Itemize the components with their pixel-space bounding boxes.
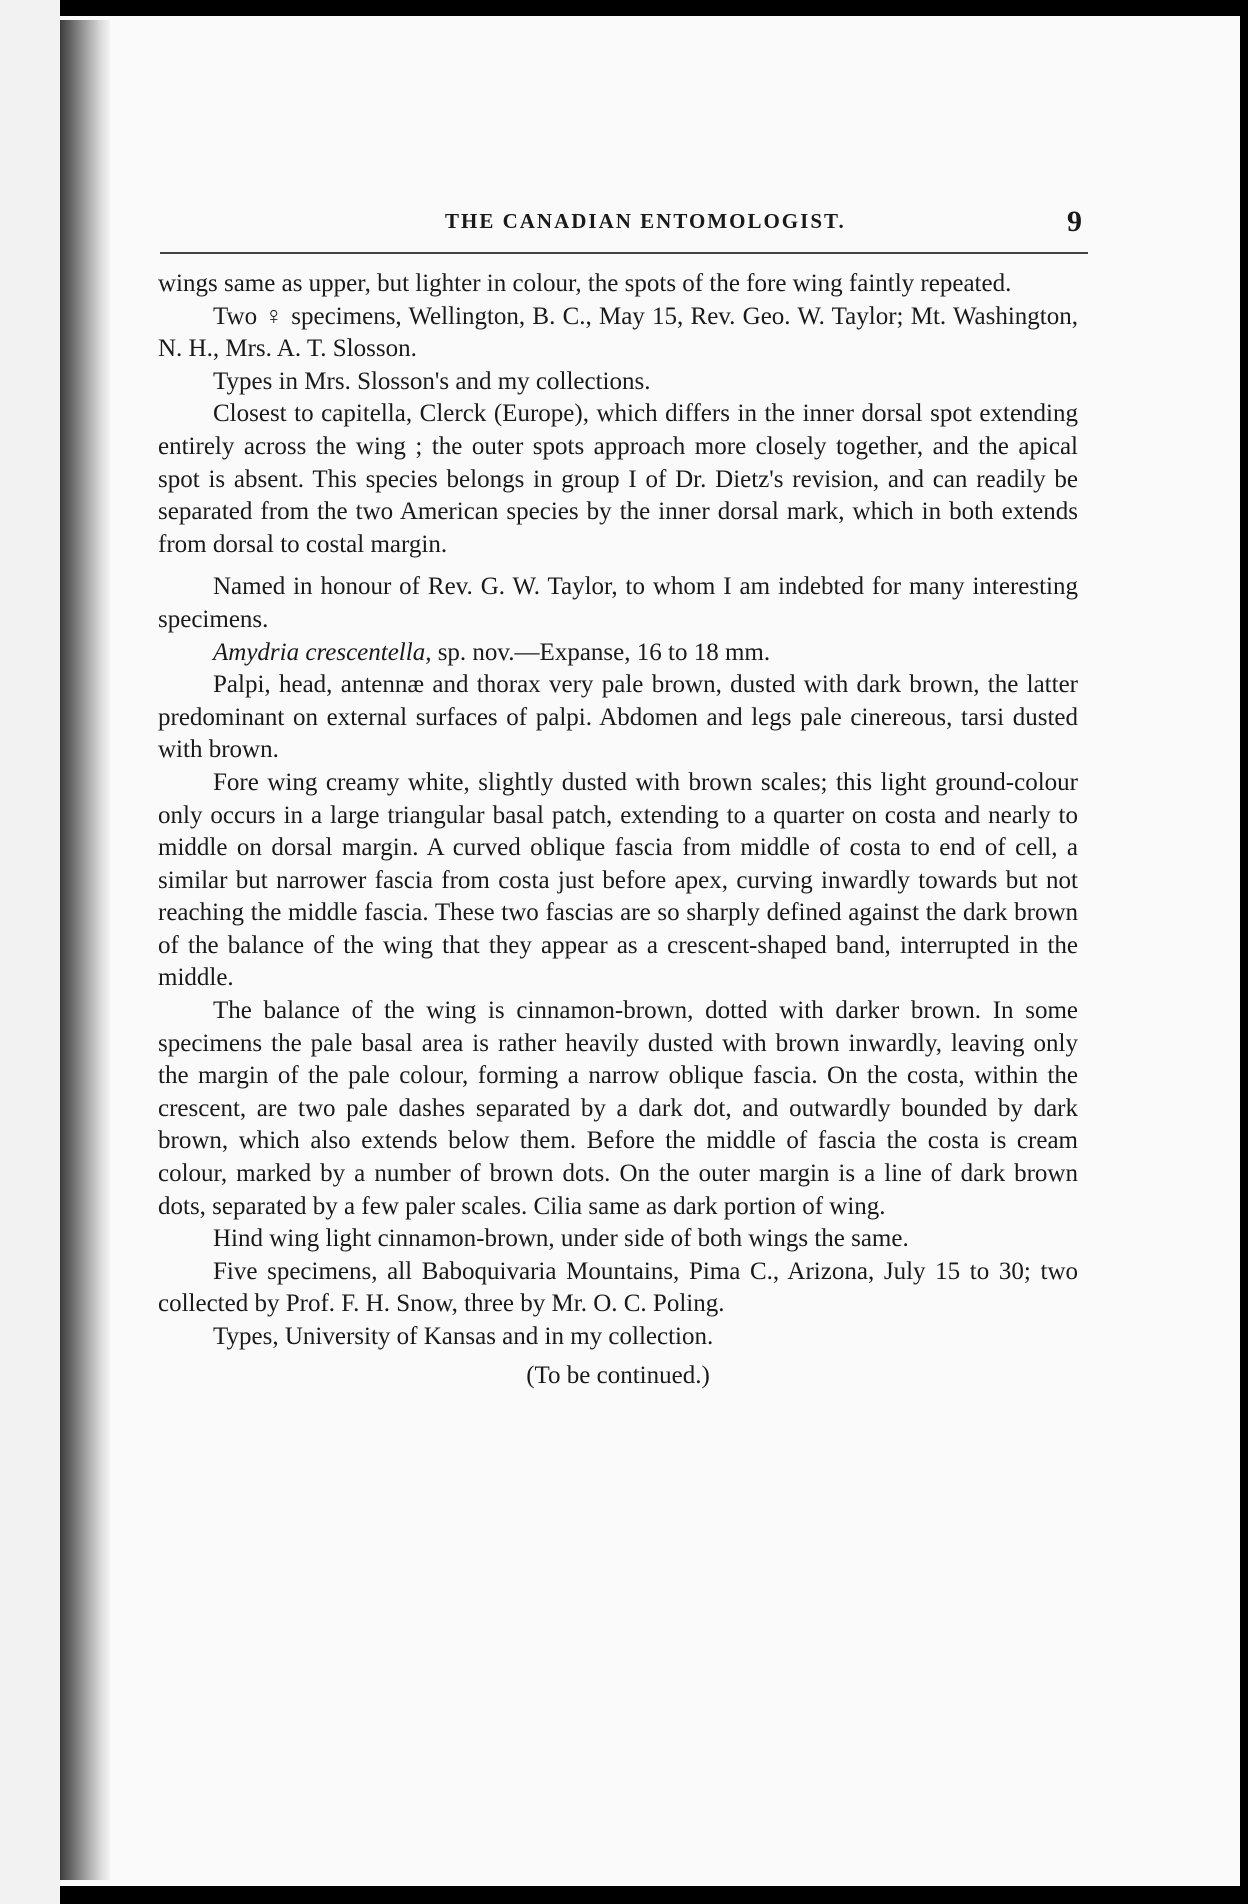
paragraph: The balance of the wing is cinnamon-brown, dotted with darker brown. In some specimens the pale basal area is rather heavily dusted with brown inwardly, leaving only the margin of the pale colour, forming a narrow oblique fascia. On the costa, within the crescent, are two pale dashes separated by a dark dot, and outwardly bounded by dark brown, which also extends below them. Before the middle of fascia the costa is cream colour, marked by a number of brown dots. On the outer margin is a line of dark brown dots, separated by a few paler scales. Cilia same as dark portion of wing. (158, 997, 1078, 1220)
body-text (158, 268, 1078, 1392)
species-name: Amydria crescentella, (213, 638, 432, 666)
species-heading-rest: sp. nov.—Expanse, 16 to 18 mm. (431, 638, 771, 666)
binding-shadow (60, 20, 110, 1880)
header-rule (160, 252, 1088, 254)
paragraph: wings same as upper, but lighter in colour, the spots of the fore wing faintly repeated. (158, 270, 1012, 297)
paragraph: Fore wing creamy white, slightly dusted with brown scales; this light ground-colour only occurs in a large triangular basal patch, extending to a quarter on costa and nearly to middle on dorsal margin. A curved oblique fascia from middle of costa to end of cell, a similar but narrower fascia from costa just before apex, curving inwardly towards but not reaching the middle fascia. These two fascias are so sharply defined against the dark brown of the balance of the wing that they appear as a crescent-shaped band, interrupted in the middle. (158, 768, 1078, 992)
running-title: THE CANADIAN ENTOMOLOGIST. (445, 209, 846, 233)
paragraph: Palpi, head, antennæ and thorax very pale brown, dusted with dark brown, the latter predominant on external surfaces of palpi. Abdomen and legs pale cinereous, tarsi dusted with brown. (158, 671, 1078, 764)
paragraph: Closest to capitella, Clerck (Europe), which differs in the inner dorsal spot extending entirely across the wing ; the outer spots approach more closely together, and the apical spot is absent. This species belongs in group I of Dr. Dietz's revision, and can readily be separated from the two American species by the inner dorsal mark, which in both extends from dorsal to costal margin. (158, 400, 1078, 558)
page-edge (0, 0, 60, 1904)
continued-note: (To be continued.) (526, 1361, 710, 1389)
paragraph: Five specimens, all Baboquivaria Mountains, Pima C., Arizona, July 15 to 30; two collected by Prof. F. H. Snow, three by Mr. O. C. Poling. (158, 1257, 1078, 1318)
paragraph: Hind wing light cinnamon-brown, under side of both wings the same. (213, 1225, 909, 1253)
paragraph: Named in honour of Rev. G. W. Taylor, to whom I am indebted for many interesting specimens. (158, 573, 1078, 633)
page-header (160, 205, 1090, 245)
page-number: 9 (1067, 205, 1082, 238)
paragraph: Types in Mrs. Slosson's and my collections. (213, 367, 651, 395)
species-heading (158, 637, 1078, 670)
paragraph: Types, University of Kansas and in my collection. (213, 1323, 714, 1350)
paragraph: Two ♀ specimens, Wellington, B. C., May 15, Rev. Geo. W. Taylor; Mt. Washington, N. H., Mrs. A. T. Slosson. (158, 302, 1078, 363)
